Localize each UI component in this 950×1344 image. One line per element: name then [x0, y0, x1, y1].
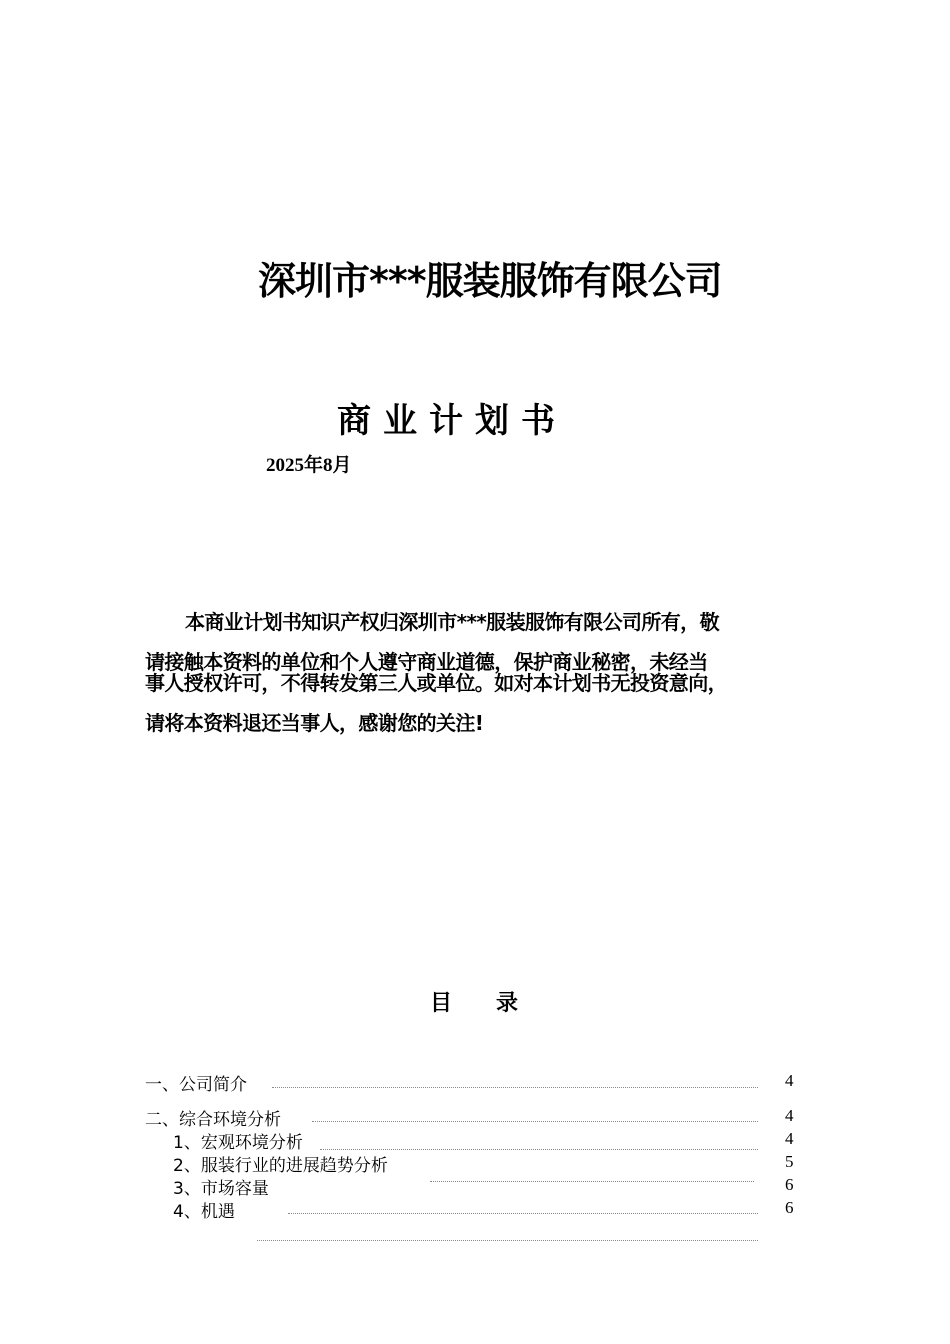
notice-line: 本商业计划书知识产权归深圳市***服装服饰有限公司所有，敬	[185, 610, 719, 634]
notice-line: 请接触本资料的单位和个人遵守商业道德，保护商业秘密，未经当	[145, 650, 708, 674]
toc-entry-label[interactable]: 4、机遇	[173, 1202, 235, 1222]
toc-leader	[320, 1149, 758, 1150]
toc-entry-page: 4	[785, 1071, 794, 1090]
document-date: 2025年8月	[266, 455, 352, 476]
toc-entry-label[interactable]: 二、综合环境分析	[145, 1110, 281, 1130]
toc-leader	[257, 1240, 758, 1241]
toc-leader	[288, 1213, 758, 1214]
toc-entry-label[interactable]: 一、公司简介	[145, 1075, 247, 1095]
notice-line: 事人授权许可，不得转发第三人或单位。如对本计划书无投资意向，	[145, 671, 727, 695]
toc-entry-page: 4	[785, 1106, 794, 1125]
toc-leader	[312, 1121, 758, 1122]
toc-entry-label[interactable]: 2、服装行业的进展趋势分析	[173, 1156, 388, 1176]
toc-entry-page: 6	[785, 1198, 794, 1217]
toc-entry-page: 4	[785, 1129, 794, 1148]
toc-leader	[430, 1181, 754, 1182]
toc-entry-page: 5	[785, 1152, 794, 1171]
notice-line: 请将本资料退还当事人，感谢您的关注!	[145, 711, 484, 735]
document-title: 商业计划书	[337, 401, 567, 441]
toc-entry-page: 6	[785, 1175, 794, 1194]
toc-entry-label[interactable]: 3、市场容量	[173, 1179, 269, 1199]
toc-title: 目录	[430, 991, 563, 1016]
toc-leader	[272, 1087, 758, 1088]
toc-entry-label[interactable]: 1、宏观环境分析	[173, 1133, 303, 1153]
confidentiality-notice	[145, 606, 817, 736]
company-name: 深圳市***服装服饰有限公司	[258, 259, 722, 303]
